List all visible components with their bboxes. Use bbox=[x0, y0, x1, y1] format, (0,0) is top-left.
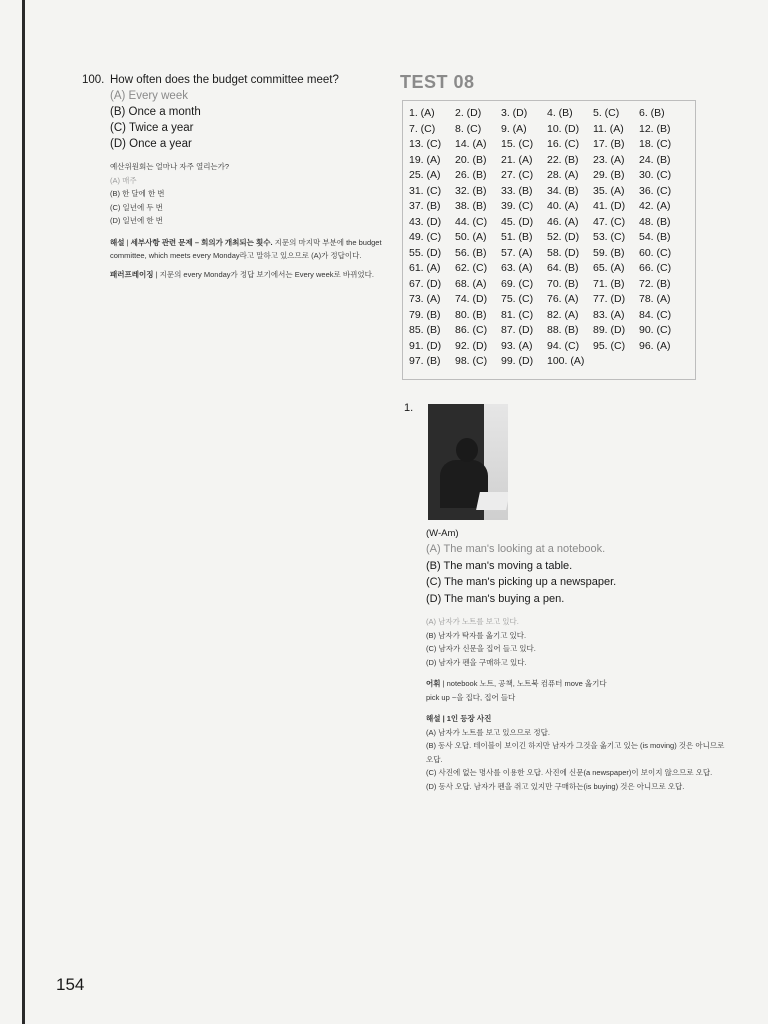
answer-cell: 40. (A) bbox=[547, 200, 579, 212]
answer-cell: 79. (B) bbox=[409, 308, 441, 321]
answer-cell: 22. (B) bbox=[547, 153, 579, 166]
vocab-text-1: | notebook 노트, 공책, 노트북 컴퓨터 move 옮기다 bbox=[440, 679, 607, 688]
answer-cell: 49. (C) bbox=[409, 231, 442, 243]
answer-cell: 100. (A) bbox=[547, 355, 585, 367]
answer-cell: 35. (A) bbox=[593, 184, 625, 197]
q1-explanation-heading bbox=[426, 712, 726, 726]
answer-cell: 60. (C) bbox=[639, 246, 672, 259]
q1-translation-a: (A) 남자가 노트를 보고 있다. bbox=[426, 617, 519, 626]
answer-cell: 66. (C) bbox=[639, 262, 672, 274]
answer-cell: 67. (D) bbox=[409, 277, 442, 290]
paraphrase-paragraph: 패러프레이징 | 지문의 every Monday가 정답 보기에서는 Every week로 바뀌었다. bbox=[110, 269, 374, 279]
answer-cell: 96. (A) bbox=[639, 339, 671, 352]
answer-cell: 1. (A) bbox=[409, 107, 435, 119]
answer-cell: 95. (C) bbox=[593, 339, 626, 352]
explanation-label: 해설 bbox=[110, 237, 125, 247]
answer-cell: 30. (C) bbox=[639, 169, 672, 181]
answer-cell: 99. (D) bbox=[501, 355, 534, 367]
answer-cell: 4. (B) bbox=[547, 107, 573, 119]
answer-cell: 27. (C) bbox=[501, 169, 534, 181]
answer-cell: 18. (C) bbox=[639, 138, 672, 150]
answer-cell: 90. (C) bbox=[639, 324, 672, 336]
answer-cell: 10. (D) bbox=[547, 122, 580, 135]
vocab-label: 어휘 bbox=[426, 679, 441, 688]
q1-option-a: (A) The man's looking at a notebook. bbox=[426, 543, 606, 555]
question-photo bbox=[428, 404, 508, 520]
question-1-number: 1. bbox=[404, 402, 414, 414]
answer-cell: 58. (D) bbox=[547, 246, 580, 259]
answer-cell: 85. (B) bbox=[409, 324, 441, 336]
answer-cell: 98. (C) bbox=[455, 355, 488, 367]
answer-cell: 74. (D) bbox=[455, 293, 488, 305]
paraphrase-text: 지문의 every Monday가 정답 보기에서는 Every week로 바뀌었다. bbox=[157, 269, 374, 279]
answer-cell: 34. (B) bbox=[547, 184, 579, 197]
paraphrase-label: 패러프레이징 bbox=[110, 269, 154, 279]
answer-cell: 80. (B) bbox=[455, 308, 487, 321]
answer-cell: 39. (C) bbox=[501, 200, 534, 212]
answer-cell: 28. (A) bbox=[547, 169, 579, 181]
answer-cell: 94. (C) bbox=[547, 339, 580, 352]
answer-cell: 52. (D) bbox=[547, 231, 580, 243]
vocab-line-2: pick up ~을 집다, 집어 들다 bbox=[426, 692, 516, 702]
answer-cell: 37. (B) bbox=[409, 200, 441, 212]
answer-cell: 70. (B) bbox=[547, 277, 579, 290]
question-number: 100. bbox=[82, 74, 105, 86]
answer-cell: 47. (C) bbox=[593, 215, 626, 228]
answer-cell: 11. (A) bbox=[593, 122, 624, 135]
answer-cell: 9. (A) bbox=[501, 122, 527, 135]
answer-cell: 86. (C) bbox=[455, 324, 488, 336]
answer-cell: 72. (B) bbox=[639, 277, 671, 290]
translation-option-d: (D) 일년에 한 번 bbox=[110, 216, 163, 225]
answer-cell: 84. (C) bbox=[639, 308, 672, 321]
answer-cell: 14. (A) bbox=[455, 138, 487, 150]
translation-option-c: (C) 일년에 두 번 bbox=[110, 202, 163, 212]
option-b: (B) Once a month bbox=[110, 106, 201, 118]
answer-cell: 81. (C) bbox=[501, 308, 534, 321]
answer-cell: 57. (A) bbox=[501, 246, 533, 259]
voice-label: (W-Am) bbox=[426, 528, 459, 539]
answer-cell: 63. (A) bbox=[501, 262, 533, 274]
answer-cell: 15. (C) bbox=[501, 138, 534, 150]
answer-cell: 76. (A) bbox=[547, 293, 579, 305]
answer-cell: 92. (D) bbox=[455, 339, 488, 352]
option-d: (D) Once a year bbox=[110, 138, 192, 150]
q1-explanation-b: (B) 동사 오답. 테이블이 보이긴 하지만 남자가 그것을 옮기고 있는 (is moving) 것은 아니므로 오답. bbox=[426, 741, 725, 764]
answer-cell: 12. (B) bbox=[639, 122, 671, 135]
question-translation: 예산위원회는 얼마나 자주 열리는가? bbox=[110, 162, 230, 171]
answer-cell: 25. (A) bbox=[409, 169, 441, 181]
answer-cell: 29. (B) bbox=[593, 169, 625, 181]
answer-cell: 61. (A) bbox=[409, 262, 441, 274]
answer-cell: 62. (C) bbox=[455, 262, 488, 274]
answer-cell: 45. (D) bbox=[501, 215, 534, 228]
answer-cell: 82. (A) bbox=[547, 308, 579, 321]
answer-cell: 17. (B) bbox=[593, 138, 625, 150]
answer-cell: 71. (B) bbox=[593, 277, 625, 290]
answer-cell: 3. (D) bbox=[501, 107, 528, 119]
answer-cell: 77. (D) bbox=[593, 293, 626, 305]
answer-cell: 26. (B) bbox=[455, 169, 487, 181]
q1-translation-d: (D) 남자가 펜을 구매하고 있다. bbox=[426, 657, 527, 667]
answer-cell: 65. (A) bbox=[593, 262, 625, 274]
answer-cell: 97. (B) bbox=[409, 355, 441, 367]
option-c: (C) Twice a year bbox=[110, 122, 194, 134]
answer-cell: 7. (C) bbox=[409, 122, 436, 135]
answer-cell: 44. (C) bbox=[455, 215, 488, 228]
question-text: How often does the budget committee meet? bbox=[110, 74, 339, 86]
page-spine-line bbox=[22, 0, 25, 1024]
q1-option-c: (C) The man's picking up a newspaper. bbox=[426, 576, 617, 588]
answer-cell: 51. (B) bbox=[501, 231, 533, 243]
answer-cell: 24. (B) bbox=[639, 153, 671, 166]
photo-notebook bbox=[476, 492, 508, 510]
answer-cell: 8. (C) bbox=[455, 122, 482, 135]
answer-cell: 33. (B) bbox=[501, 184, 533, 197]
q1-translation-b: (B) 남자가 탁자를 옮기고 있다. bbox=[426, 630, 527, 640]
answer-cell: 88. (B) bbox=[547, 324, 579, 336]
answer-cell: 69. (C) bbox=[501, 277, 534, 290]
answer-cell: 54. (B) bbox=[639, 231, 671, 243]
answer-cell: 83. (A) bbox=[593, 308, 625, 321]
q1-explanation-type: | 1인 등장 사진 bbox=[440, 714, 492, 723]
answer-cell: 78. (A) bbox=[639, 293, 671, 305]
explanation-paragraph: 해설 | 세부사항 관련 문제 – 회의가 개최되는 횟수. 지문의 마지막 부분에 the budget committee, which meets every Monday라고 말하고 있으므로 (A)가 정답이다. bbox=[110, 237, 382, 260]
q1-option-b: (B) The man's moving a table. bbox=[426, 559, 573, 572]
page-number: 154 bbox=[56, 975, 85, 994]
q1-explanation-label: 해설 bbox=[426, 714, 441, 723]
answer-cell: 21. (A) bbox=[501, 153, 533, 166]
q1-explanation-a: (A) 남자가 노트를 보고 있으므로 정답. bbox=[426, 727, 550, 737]
option-a: (A) Every week bbox=[110, 90, 188, 102]
question-1-block bbox=[426, 526, 726, 793]
answer-cell: 38. (B) bbox=[455, 200, 487, 212]
answer-cell: 6. (B) bbox=[639, 107, 665, 119]
answer-cell: 59. (B) bbox=[593, 246, 625, 259]
question-100-heading bbox=[82, 74, 382, 86]
answer-key-box bbox=[402, 100, 696, 380]
answer-cell: 53. (C) bbox=[593, 231, 626, 243]
answer-cell: 64. (B) bbox=[547, 262, 579, 274]
explanation-type: 세부사항 관련 문제 – 회의가 개최되는 횟수. bbox=[130, 237, 273, 247]
answer-cell: 55. (D) bbox=[409, 246, 442, 259]
answer-cell: 23. (A) bbox=[593, 153, 625, 166]
answer-key-grid bbox=[409, 107, 685, 371]
q1-explanation-d: (D) 동사 오답. 남자가 펜을 쥐고 있지만 구매하는(is buying) 것은 아니므로 오답. bbox=[426, 781, 685, 791]
photo-man-head bbox=[456, 438, 478, 462]
translation-option-b: (B) 한 달에 한 번 bbox=[110, 189, 165, 198]
answer-cell: 36. (C) bbox=[639, 184, 672, 197]
translation-option-a: (A) 매주 bbox=[110, 175, 137, 185]
answer-cell: 68. (A) bbox=[455, 277, 487, 290]
answer-cell: 56. (B) bbox=[455, 246, 487, 259]
vocab-line-1 bbox=[426, 677, 726, 691]
answer-cell: 87. (D) bbox=[501, 324, 534, 336]
q1-option-d: (D) The man's buying a pen. bbox=[426, 592, 565, 605]
answer-cell: 93. (A) bbox=[501, 339, 533, 352]
explanation-text: 지문의 마지막 부분에 the budget committee, which meets every Monday라고 말하고 있으므로 (A)가 정답이다. bbox=[110, 237, 382, 260]
answer-cell: 46. (A) bbox=[547, 215, 579, 228]
answer-cell: 43. (D) bbox=[409, 215, 442, 228]
answer-cell: 75. (C) bbox=[501, 293, 534, 305]
answer-cell: 19. (A) bbox=[409, 153, 441, 166]
answer-cell: 41. (D) bbox=[593, 200, 626, 212]
answer-cell: 16. (C) bbox=[547, 138, 580, 150]
answer-cell: 42. (A) bbox=[639, 200, 671, 212]
answer-cell: 5. (C) bbox=[593, 107, 620, 119]
q1-translation-c: (C) 남자가 신문을 집어 들고 있다. bbox=[426, 644, 536, 653]
answer-cell: 50. (A) bbox=[455, 231, 487, 243]
answer-cell: 13. (C) bbox=[409, 138, 442, 150]
answer-cell: 2. (D) bbox=[455, 107, 482, 119]
q1-explanation-c: (C) 사진에 없는 명사를 이용한 오답. 사진에 신문(a newspaper)이 보이지 않으므로 오답. bbox=[426, 768, 713, 777]
answer-cell: 31. (C) bbox=[409, 184, 442, 197]
answer-cell: 91. (D) bbox=[409, 339, 442, 352]
test-title: TEST 08 bbox=[400, 72, 475, 92]
question-100-block bbox=[82, 74, 382, 281]
answer-cell: 73. (A) bbox=[409, 293, 441, 305]
answer-cell: 32. (B) bbox=[455, 184, 487, 197]
answer-cell: 20. (B) bbox=[455, 153, 487, 166]
answer-cell: 89. (D) bbox=[593, 324, 626, 336]
answer-cell: 48. (B) bbox=[639, 215, 671, 228]
